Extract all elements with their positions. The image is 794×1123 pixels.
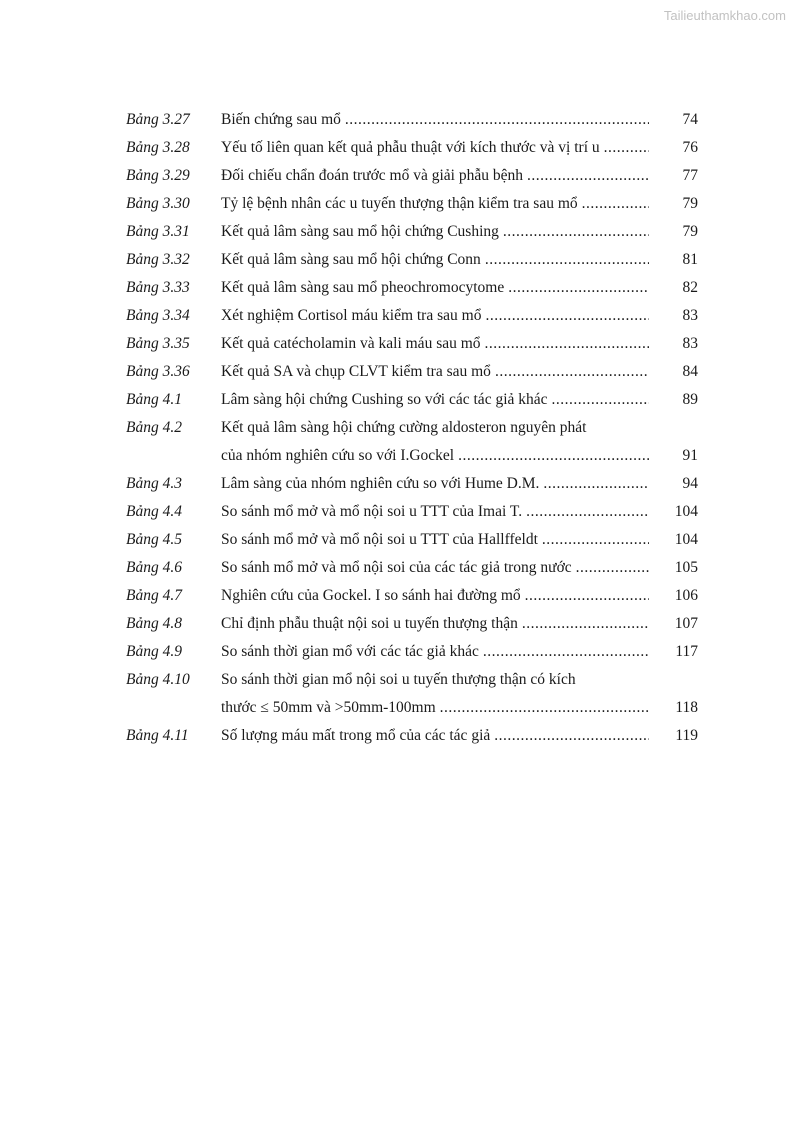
table-number: Bảng 4.6 (126, 559, 182, 576)
dot-leader (582, 190, 649, 218)
entry-body (221, 358, 654, 386)
dot-leader (526, 498, 649, 526)
toc-entry[interactable] (126, 218, 698, 246)
toc-entry[interactable] (126, 694, 698, 722)
dot-leader (440, 694, 649, 722)
entry-body (221, 386, 654, 414)
table-number: Bảng 3.30 (126, 195, 190, 212)
table-title: Nghiên cứu của Gockel. I so sánh hai đường mổ (221, 587, 521, 604)
page-number: 118 (675, 699, 698, 716)
page-number: 104 (674, 503, 698, 520)
table-number: Bảng 3.29 (126, 167, 190, 184)
table-title: So sánh thời gian mổ với các tác giả khác (221, 643, 479, 660)
table-title: Yếu tố liên quan kết quả phẫu thuật với kích thước và vị trí u (221, 139, 600, 156)
entry-body (221, 162, 654, 190)
table-number: Bảng 3.28 (126, 139, 190, 156)
entry-body (221, 134, 654, 162)
page-number: 83 (682, 307, 698, 324)
dot-leader (485, 330, 649, 358)
page-number: 106 (674, 587, 698, 604)
dot-leader (527, 162, 649, 190)
page-number: 117 (675, 643, 698, 660)
page-number: 79 (682, 223, 698, 240)
table-title: Lâm sàng của nhóm nghiên cứu so với Hume D.M. (221, 475, 540, 492)
entry-body (221, 694, 654, 722)
table-number: Bảng 4.4 (126, 503, 182, 520)
table-title: Tỷ lệ bệnh nhân các u tuyến thượng thận kiểm tra sau mổ (221, 195, 578, 212)
table-number: Bảng 3.33 (126, 279, 190, 296)
table-title: Kết quả lâm sàng sau mổ hội chứng Cushing (221, 223, 499, 240)
table-title: So sánh thời gian mổ nội soi u tuyến thượng thận có kích (221, 671, 576, 688)
table-number: Bảng 3.32 (126, 251, 190, 268)
page-number: 105 (674, 559, 698, 576)
entry-body (221, 638, 654, 666)
entry-body (221, 190, 654, 218)
table-title: Xét nghiệm Cortisol máu kiểm tra sau mổ (221, 307, 482, 324)
page-number: 119 (675, 727, 698, 744)
entry-body (221, 470, 654, 498)
page-number: 79 (682, 195, 698, 212)
page-number: 89 (682, 391, 698, 408)
page-number: 76 (682, 139, 698, 156)
page-number: 81 (682, 251, 698, 268)
table-title: Chỉ định phẫu thuật nội soi u tuyến thượng thận (221, 615, 518, 632)
table-number: Bảng 4.1 (126, 391, 182, 408)
page-number: 107 (674, 615, 698, 632)
table-title: So sánh mổ mở và mổ nội soi u TTT của Imai T. (221, 503, 523, 520)
table-number: Bảng 3.36 (126, 363, 190, 380)
page-number: 91 (682, 447, 698, 464)
entry-body (221, 442, 654, 470)
dot-leader (522, 610, 649, 638)
entry-body (221, 666, 654, 694)
table-title: So sánh mổ mở và mổ nội soi của các tác giả trong nước (221, 559, 572, 576)
page-number: 104 (674, 531, 698, 548)
entry-body (221, 610, 654, 638)
table-title: Số lượng máu mất trong mổ của các tác giả (221, 727, 491, 744)
entry-body (221, 246, 654, 274)
watermark-text: Tailieuthamkhao.com (663, 8, 786, 23)
dot-leader (604, 134, 649, 162)
table-number: Bảng 4.2 (126, 419, 182, 436)
toc-entry[interactable] (126, 302, 698, 330)
table-number: Bảng 4.9 (126, 643, 182, 660)
dot-leader (576, 554, 649, 582)
table-title: Kết quả lâm sàng hội chứng cường aldosteron nguyên phát (221, 419, 587, 436)
table-number: Bảng 4.3 (126, 475, 182, 492)
toc-entry[interactable] (126, 386, 698, 414)
table-list (126, 106, 698, 750)
table-title: Lâm sàng hội chứng Cushing so với các tác giả khác (221, 391, 548, 408)
entry-body (221, 526, 654, 554)
page-number: 82 (682, 279, 698, 296)
entry-body (221, 274, 654, 302)
dot-leader (483, 638, 649, 666)
table-title: Kết quả SA và chụp CLVT kiểm tra sau mổ (221, 363, 491, 380)
page-number: 94 (682, 475, 698, 492)
table-number: Bảng 4.5 (126, 531, 182, 548)
toc-entry[interactable] (126, 162, 698, 190)
dot-leader (485, 302, 649, 330)
table-title: Kết quả lâm sàng sau mổ pheochromocytome (221, 279, 505, 296)
table-number: Bảng 3.31 (126, 223, 190, 240)
toc-entry[interactable] (126, 330, 698, 358)
toc-entry[interactable] (126, 106, 698, 134)
table-number: Bảng 3.27 (126, 111, 190, 128)
table-title: Kết quả lâm sàng sau mổ hội chứng Conn (221, 251, 481, 268)
dot-leader (542, 526, 649, 554)
entry-body (221, 302, 654, 330)
page-number: 84 (682, 363, 698, 380)
table-title: So sánh mổ mở và mổ nội soi u TTT của Hallffeldt (221, 531, 538, 548)
toc-entry[interactable] (126, 666, 698, 694)
dot-leader (458, 442, 649, 470)
dot-leader (508, 274, 649, 302)
toc-entry[interactable] (126, 610, 698, 638)
entry-body (221, 106, 654, 134)
dot-leader (345, 106, 649, 134)
toc-entry[interactable] (126, 582, 698, 610)
entry-body (221, 498, 654, 526)
table-number: Bảng 4.11 (126, 727, 189, 744)
entry-body (221, 554, 654, 582)
toc-entry[interactable] (126, 358, 698, 386)
table-title: Kết quả catécholamin và kali máu sau mổ (221, 335, 481, 352)
toc-entry[interactable] (126, 442, 698, 470)
toc-entry[interactable] (126, 498, 698, 526)
table-number: Bảng 3.35 (126, 335, 190, 352)
page-number: 83 (682, 335, 698, 352)
entry-body (221, 582, 654, 610)
page-number: 74 (682, 111, 698, 128)
toc-entry[interactable] (126, 470, 698, 498)
entry-body (221, 218, 654, 246)
table-number: Bảng 3.34 (126, 307, 190, 324)
dot-leader (485, 246, 649, 274)
toc-entry[interactable] (126, 722, 698, 750)
dot-leader (494, 722, 649, 750)
dot-leader (552, 386, 649, 414)
table-title: Đối chiếu chẩn đoán trước mổ và giải phẫu bệnh (221, 167, 523, 184)
table-number: Bảng 4.7 (126, 587, 182, 604)
table-title: Biến chứng sau mổ (221, 111, 341, 128)
dot-leader (543, 470, 649, 498)
toc-entry[interactable] (126, 134, 698, 162)
entry-body (221, 414, 654, 442)
dot-leader (495, 358, 649, 386)
table-number: Bảng 4.8 (126, 615, 182, 632)
page-number: 77 (682, 167, 698, 184)
entry-body (221, 722, 654, 750)
toc-entry[interactable] (126, 554, 698, 582)
table-number: Bảng 4.10 (126, 671, 190, 688)
toc-entry[interactable] (126, 246, 698, 274)
toc-entry[interactable] (126, 526, 698, 554)
toc-entry[interactable] (126, 274, 698, 302)
toc-entry[interactable] (126, 638, 698, 666)
dot-leader (503, 218, 649, 246)
toc-entry[interactable] (126, 414, 698, 442)
entry-body (221, 330, 654, 358)
table-title: thước ≤ 50mm và >50mm-100mm (221, 699, 436, 716)
dot-leader (525, 582, 649, 610)
table-title: của nhóm nghiên cứu so với I.Gockel (221, 447, 455, 464)
toc-entry[interactable] (126, 190, 698, 218)
